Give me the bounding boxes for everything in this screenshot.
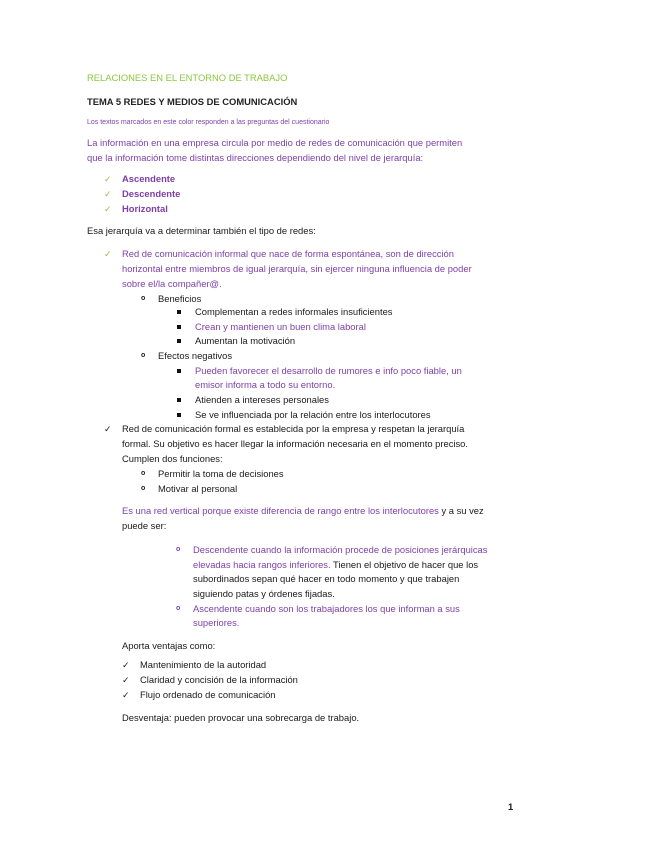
direction-item: Descendente (122, 188, 181, 199)
checkmark-icon: ✓ (104, 174, 112, 184)
intro-line-1: La información en una empresa circula por medio de redes de comunicación que permiten (87, 137, 463, 148)
informal-line-2: horizontal entre miembros de igual jerarquía, sin ejercer ninguna influencia de poder (122, 263, 472, 274)
direction-item: Horizontal (122, 203, 168, 214)
circle-bullet-icon: o (176, 546, 181, 553)
advantage-item: Flujo ordenado de comunicación (140, 689, 276, 700)
descending-line-3: subordinados sepan qué hacer en todo momento y que trabajen (193, 573, 460, 584)
page-number: 1 (508, 801, 514, 812)
informal-line-1: Red de comunicación informal que nace de forma espontánea, son de dirección (122, 248, 454, 259)
square-bullet-icon (177, 339, 181, 343)
checkmark-icon: ✓ (104, 204, 112, 214)
square-bullet-icon (177, 310, 181, 314)
checkmark-icon: ✓ (122, 690, 130, 700)
informal-line-3: sobre el/la compañer@. (122, 278, 222, 289)
function-item: Permitir la toma de decisiones (158, 468, 284, 479)
function-item: Motivar al personal (158, 483, 238, 494)
square-bullet-icon (177, 413, 181, 417)
square-bullet-icon (177, 325, 181, 329)
direction-item: Ascendente (122, 173, 176, 184)
descending-highlight: elevadas hacia rangos inferiores. (193, 559, 331, 570)
negatives-label: Efectos negativos (158, 350, 233, 361)
checkmark-icon: ✓ (122, 660, 130, 670)
circle-bullet-icon: o (141, 470, 146, 477)
unit-title: TEMA 5 REDES Y MEDIOS DE COMUNICACIÓN (87, 96, 298, 107)
square-bullet-icon (177, 369, 181, 373)
descending-rest: Tienen el objetivo de hacer que los (330, 559, 479, 570)
square-bullet-icon (177, 398, 181, 402)
descending-line-1: Descendente cuando la información procede de posiciones jerárquicas (193, 544, 488, 555)
circle-bullet-icon: o (176, 605, 181, 612)
vertical-network-rest: y a su vez (438, 505, 484, 516)
benefit-item: Aumentan la motivación (195, 335, 296, 346)
circle-bullet-icon: o (141, 352, 146, 359)
circle-bullet-icon: o (141, 485, 146, 492)
formal-line-1: Red de comunicación formal es establecida por la empresa y respetan la jerarquía (122, 423, 465, 434)
negative-item-line-2: emisor informa a todo su entorno. (195, 379, 336, 390)
checkmark-icon: ✓ (104, 189, 112, 199)
negative-item: Se ve influenciada por la relación entre los interlocutores (195, 409, 431, 420)
formal-line-3: Cumplen dos funciones: (122, 453, 223, 464)
networks-intro: Esa jerarquía va a determinar también el tipo de redes: (87, 225, 316, 236)
checkmark-icon: ✓ (122, 675, 130, 685)
ascending-line-1: Ascendente cuando son los trabajadores los que informan a sus (193, 603, 460, 614)
formal-line-2: formal. Su objetivo es hacer llegar la información necesaria en el momento preciso. (122, 438, 469, 449)
advantage-item: Claridad y concisión de la información (140, 674, 298, 685)
disadvantage-text: Desventaja: pueden provocar una sobrecarga de trabajo. (122, 712, 360, 723)
descending-line-4: siguiendo patas y órdenes fijadas. (193, 588, 335, 599)
benefit-item: Crean y mantienen un buen clima laboral (195, 321, 366, 332)
advantage-item: Mantenimiento de la autoridad (140, 659, 267, 670)
intro-line-2: que la información tome distintas direcciones dependiendo del nivel de jerarquía: (87, 152, 424, 163)
vertical-network-highlight: Es una red vertical porque existe diferencia de rango entre los interlocutores (122, 505, 439, 516)
vertical-network-line-1 (122, 505, 484, 517)
vertical-network-line-2: puede ser: (122, 520, 167, 531)
checkmark-icon: ✓ (104, 249, 112, 259)
negative-item: Atienden a intereses personales (195, 394, 329, 405)
course-title: RELACIONES EN EL ENTORNO DE TRABAJO (87, 72, 288, 83)
checkmark-icon: ✓ (104, 424, 112, 434)
benefits-label: Beneficios (158, 293, 202, 304)
ascending-line-2: superiores. (193, 617, 240, 628)
benefit-item: Complementan a redes informales insuficientes (195, 306, 393, 317)
circle-bullet-icon: o (141, 295, 146, 302)
legend-note: Los textos marcados en este color responden a las preguntas del cuestionario (87, 119, 330, 126)
descending-line-2 (193, 559, 478, 571)
advantages-label: Aporta ventajas como: (122, 640, 216, 651)
negative-item-line-1: Pueden favorecer el desarrollo de rumores e info poco fiable, un (195, 365, 462, 376)
